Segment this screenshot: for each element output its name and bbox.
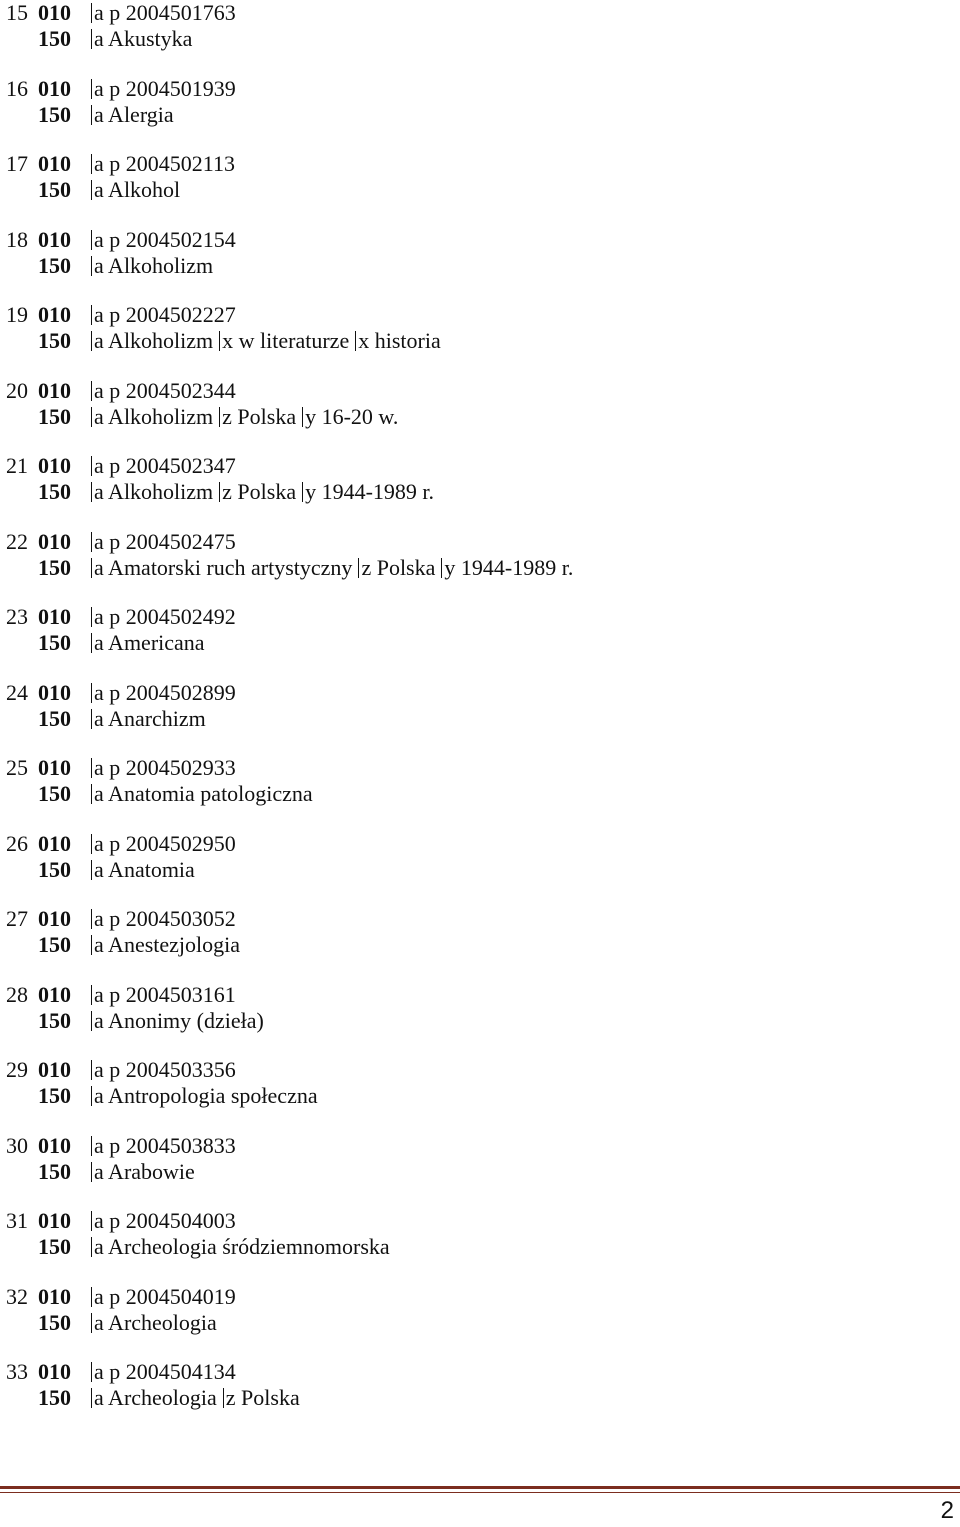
subfield-delimiter <box>91 1237 92 1257</box>
field-tag-010: 010 <box>38 1208 71 1233</box>
record-number: 26 <box>6 830 28 856</box>
subfield-text: a p 2004502154 <box>94 226 236 252</box>
field-tag-150: 150 <box>38 1234 71 1259</box>
subfield-delimiter <box>219 482 220 502</box>
heading-subfields <box>85 479 434 505</box>
heading-subfields <box>85 706 206 732</box>
record-number: 19 <box>6 302 28 327</box>
field-tag-010: 010 <box>38 1283 71 1309</box>
heading-subfields <box>85 404 398 430</box>
subfield-text: a p 2004501763 <box>94 0 236 25</box>
subfield-text: x historia <box>358 328 441 353</box>
identifier-subfields <box>85 1284 236 1310</box>
field-tag-150: 150 <box>38 403 71 429</box>
subfield-delimiter <box>91 532 92 552</box>
subfield-delimiter <box>91 1011 92 1031</box>
subfield-text: a p 2004502933 <box>94 755 236 780</box>
authority-record <box>0 76 960 130</box>
subfield-text: a p 2004502347 <box>94 453 236 478</box>
identifier-subfields <box>85 151 235 177</box>
subfield-delimiter <box>91 1136 92 1156</box>
record-number: 25 <box>6 755 28 780</box>
identifier-subfields <box>85 831 236 857</box>
subfield-delimiter <box>91 1086 92 1106</box>
subfield-delimiter <box>355 331 356 351</box>
subfield-text: a Alkoholizm <box>94 252 214 278</box>
authority-record <box>0 1284 960 1338</box>
subfield-delimiter <box>91 256 92 276</box>
subfield-delimiter <box>223 1388 224 1408</box>
record-number: 28 <box>6 981 28 1007</box>
heading-subfields <box>85 857 195 883</box>
field-tag-150: 150 <box>38 1158 71 1184</box>
subfield-delimiter <box>91 105 92 125</box>
heading-subfields <box>85 555 573 581</box>
heading-subfields <box>85 630 205 656</box>
identifier-subfields <box>85 680 236 706</box>
identifier-subfields <box>85 227 236 253</box>
identifier-subfields <box>85 1133 236 1159</box>
subfield-text: a Alkohol <box>94 177 181 202</box>
field-tag-150: 150 <box>38 101 71 127</box>
field-tag-150: 150 <box>38 630 71 655</box>
heading-subfields <box>85 1083 318 1109</box>
field-tag-150: 150 <box>38 1083 71 1108</box>
heading-subfields <box>85 932 240 958</box>
authority-record <box>0 227 960 281</box>
subfield-text: a Amatorski ruch artystyczny <box>94 554 353 580</box>
heading-subfields <box>85 102 174 128</box>
subfield-text: a p 2004502344 <box>94 377 236 403</box>
field-tag-150: 150 <box>38 328 71 353</box>
subfield-delimiter <box>91 1388 92 1408</box>
heading-subfields <box>85 328 441 354</box>
subfield-text: a p 2004501939 <box>94 75 236 101</box>
subfield-delimiter <box>91 909 92 929</box>
field-tag-150: 150 <box>38 932 71 957</box>
subfield-text: x w literaturze <box>222 328 350 353</box>
subfield-delimiter <box>91 456 92 476</box>
subfield-delimiter <box>219 407 220 427</box>
authority-record <box>0 1208 960 1262</box>
authority-record <box>0 0 960 54</box>
field-tag-150: 150 <box>38 1309 71 1335</box>
authority-record <box>0 604 960 658</box>
subfield-delimiter <box>91 709 92 729</box>
subfield-text: a Anatomia <box>94 856 195 882</box>
field-tag-010: 010 <box>38 830 71 856</box>
subfield-text: z Polska <box>222 403 297 429</box>
record-number: 22 <box>6 528 28 554</box>
subfield-delimiter <box>91 683 92 703</box>
field-tag-010: 010 <box>38 528 71 554</box>
record-number: 20 <box>6 377 28 403</box>
identifier-subfields <box>85 755 236 781</box>
subfield-delimiter <box>91 331 92 351</box>
heading-subfields <box>85 1234 390 1260</box>
record-number: 27 <box>6 906 28 931</box>
field-tag-010: 010 <box>38 0 71 25</box>
subfield-text: a p 2004502899 <box>94 679 236 705</box>
subfield-text: a p 2004502227 <box>94 302 236 327</box>
subfield-text: a p 2004504134 <box>94 1359 236 1384</box>
field-tag-010: 010 <box>38 755 71 780</box>
subfield-delimiter <box>91 305 92 325</box>
field-tag-010: 010 <box>38 1132 71 1158</box>
subfield-text: a p 2004503833 <box>94 1132 236 1158</box>
field-tag-150: 150 <box>38 1385 71 1410</box>
field-tag-150: 150 <box>38 1007 71 1033</box>
subfield-delimiter <box>91 1060 92 1080</box>
field-tag-010: 010 <box>38 151 71 176</box>
subfield-text: a Alkoholizm <box>94 328 214 353</box>
subfield-delimiter <box>441 558 442 578</box>
field-tag-010: 010 <box>38 302 71 327</box>
subfield-text: z Polska <box>222 479 297 504</box>
footer-rule <box>0 1486 960 1489</box>
authority-record <box>0 1057 960 1111</box>
subfield-delimiter <box>91 180 92 200</box>
subfield-text: a p 2004504019 <box>94 1283 236 1309</box>
subfield-delimiter <box>91 29 92 49</box>
subfield-text: a Alergia <box>94 101 174 127</box>
record-number: 23 <box>6 604 28 629</box>
heading-subfields <box>85 1008 264 1034</box>
subfield-text: a p 2004503161 <box>94 981 236 1007</box>
field-tag-010: 010 <box>38 1359 71 1384</box>
field-tag-150: 150 <box>38 26 71 51</box>
record-number: 15 <box>6 0 28 25</box>
subfield-delimiter <box>91 79 92 99</box>
subfield-delimiter <box>91 860 92 880</box>
subfield-text: a p 2004502950 <box>94 830 236 856</box>
identifier-subfields <box>85 453 236 479</box>
field-tag-150: 150 <box>38 177 71 202</box>
subfield-text: a Archeologia śródziemnomorska <box>94 1234 390 1259</box>
subfield-delimiter <box>91 784 92 804</box>
subfield-text: a p 2004502113 <box>94 151 235 176</box>
heading-subfields <box>85 177 180 203</box>
identifier-subfields <box>85 1057 236 1083</box>
field-tag-010: 010 <box>38 226 71 252</box>
subfield-delimiter <box>302 407 303 427</box>
subfield-delimiter <box>219 331 220 351</box>
subfield-delimiter <box>358 558 359 578</box>
heading-subfields <box>85 1159 195 1185</box>
record-number: 18 <box>6 226 28 252</box>
field-tag-150: 150 <box>38 252 71 278</box>
identifier-subfields <box>85 378 236 404</box>
field-tag-010: 010 <box>38 679 71 705</box>
field-tag-150: 150 <box>38 554 71 580</box>
record-number: 21 <box>6 453 28 478</box>
authority-record <box>0 453 960 507</box>
field-tag-010: 010 <box>38 981 71 1007</box>
record-number: 16 <box>6 75 28 101</box>
field-tag-150: 150 <box>38 705 71 731</box>
authority-record <box>0 1133 960 1187</box>
subfield-delimiter <box>91 758 92 778</box>
record-number: 29 <box>6 1057 28 1082</box>
subfield-delimiter <box>91 407 92 427</box>
field-tag-150: 150 <box>38 781 71 806</box>
field-tag-150: 150 <box>38 479 71 504</box>
record-number: 33 <box>6 1359 28 1384</box>
subfield-delimiter <box>91 482 92 502</box>
identifier-subfields <box>85 302 236 328</box>
subfield-delimiter <box>91 381 92 401</box>
subfield-delimiter <box>91 607 92 627</box>
identifier-subfields <box>85 1208 236 1234</box>
subfield-text: a Anatomia patologiczna <box>94 781 313 806</box>
record-number: 31 <box>6 1208 28 1233</box>
subfield-text: a p 2004502475 <box>94 528 236 554</box>
subfield-delimiter <box>91 1313 92 1333</box>
subfield-text: z Polska <box>361 554 436 580</box>
subfield-text: a Alkoholizm <box>94 479 214 504</box>
subfield-text: y 1944-1989 r. <box>305 479 435 504</box>
subfield-delimiter <box>91 3 92 23</box>
subfield-delimiter <box>91 633 92 653</box>
subfield-text: a Anonimy (dzieła) <box>94 1007 264 1033</box>
record-number: 24 <box>6 679 28 705</box>
identifier-subfields <box>85 1359 236 1385</box>
authority-record <box>0 831 960 885</box>
subfield-text: a Archeologia <box>94 1385 217 1410</box>
subfield-delimiter <box>91 558 92 578</box>
heading-subfields <box>85 781 313 807</box>
subfield-delimiter <box>91 154 92 174</box>
field-tag-010: 010 <box>38 75 71 101</box>
authority-record <box>0 151 960 205</box>
field-tag-010: 010 <box>38 604 71 629</box>
field-tag-010: 010 <box>38 906 71 931</box>
field-tag-150: 150 <box>38 856 71 882</box>
heading-subfields <box>85 26 192 52</box>
subfield-text: a p 2004503356 <box>94 1057 236 1082</box>
record-number: 32 <box>6 1283 28 1309</box>
subfield-delimiter <box>91 1211 92 1231</box>
subfield-text: a p 2004504003 <box>94 1208 236 1233</box>
record-number: 30 <box>6 1132 28 1158</box>
field-tag-010: 010 <box>38 453 71 478</box>
page-number: 2 <box>940 1497 954 1524</box>
subfield-text: a Archeologia <box>94 1309 217 1335</box>
authority-record <box>0 529 960 583</box>
subfield-delimiter <box>91 1287 92 1307</box>
authority-record <box>0 982 960 1036</box>
heading-subfields <box>85 1310 217 1336</box>
subfield-text: y 1944-1989 r. <box>444 554 574 580</box>
authority-record <box>0 680 960 734</box>
identifier-subfields <box>85 906 236 932</box>
record-number: 17 <box>6 151 28 176</box>
heading-subfields <box>85 1385 300 1411</box>
identifier-subfields <box>85 982 236 1008</box>
field-tag-010: 010 <box>38 1057 71 1082</box>
footer-rule-thin <box>0 1492 960 1493</box>
authority-record <box>0 302 960 356</box>
subfield-delimiter <box>91 230 92 250</box>
subfield-text: a Anestezjologia <box>94 932 241 957</box>
identifier-subfields <box>85 76 236 102</box>
authority-record <box>0 906 960 960</box>
subfield-delimiter <box>91 834 92 854</box>
heading-subfields <box>85 253 213 279</box>
subfield-delimiter <box>302 482 303 502</box>
identifier-subfields <box>85 0 236 26</box>
subfield-text: a Alkoholizm <box>94 403 214 429</box>
subfield-text: a Akustyka <box>94 26 193 51</box>
subfield-text: a Anarchizm <box>94 705 206 731</box>
subfield-delimiter <box>91 985 92 1005</box>
field-tag-010: 010 <box>38 377 71 403</box>
subfield-text: y 16-20 w. <box>305 403 399 429</box>
authority-record <box>0 378 960 432</box>
subfield-text: a p 2004503052 <box>94 906 236 931</box>
subfield-text: a Americana <box>94 630 205 655</box>
identifier-subfields <box>85 604 236 630</box>
authority-record <box>0 1359 960 1413</box>
subfield-delimiter <box>91 1162 92 1182</box>
subfield-text: z Polska <box>225 1385 300 1410</box>
subfield-delimiter <box>91 1362 92 1382</box>
subfield-text: a p 2004502492 <box>94 604 236 629</box>
subfield-text: a Arabowie <box>94 1158 195 1184</box>
subfield-text: a Antropologia społeczna <box>94 1083 318 1108</box>
subfield-delimiter <box>91 935 92 955</box>
authority-record <box>0 755 960 809</box>
identifier-subfields <box>85 529 236 555</box>
